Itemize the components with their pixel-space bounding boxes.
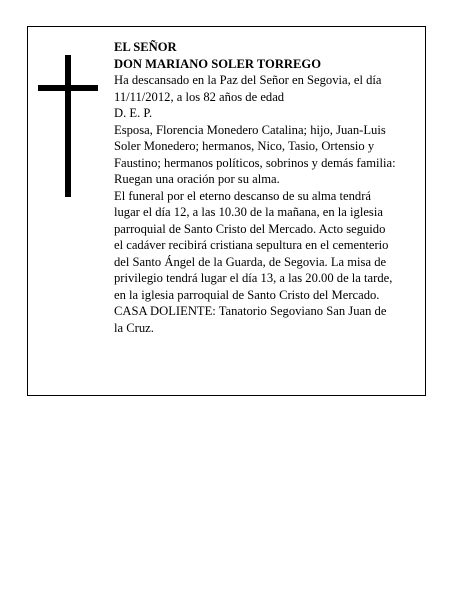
text-line: del Santo Ángel de la Guarda, de Segovia. La misa de [114, 254, 387, 269]
heading-title: EL SEÑOR [114, 40, 177, 54]
text-line: Soler Monedero; hermanos, Nico, Tasio, Ortensio y [114, 139, 375, 153]
text-line: parroquial de Santo Cristo del Mercado. Acto seguido [114, 221, 386, 236]
text-line: Ruegan una oración por su alma. [114, 172, 280, 186]
cross-icon [38, 55, 98, 197]
heading-name: DON MARIANO SOLER TORREGO [114, 56, 322, 71]
text-line: Faustino; hermanos políticos, sobrinos y demás familia: [114, 155, 396, 170]
text-line: en la iglesia parroquial de Santo Cristo del Mercado. [114, 287, 380, 302]
text-line: 11/11/2012, a los 82 años de edad [114, 89, 285, 104]
text-line: lugar el día 12, a las 10.30 de la mañana, en la iglesia [114, 205, 383, 219]
text-line: D. E. P. [114, 106, 153, 120]
text-line: la Cruz. [114, 320, 154, 335]
text-line: El funeral por el eterno descanso de su alma tendrá [114, 188, 372, 203]
cross-horizontal-bar [38, 85, 98, 91]
text-line: Ha descansado en la Paz del Señor en Segovia, el día [114, 73, 382, 87]
obituary-notice [27, 26, 426, 396]
notice-text [114, 39, 422, 336]
text-line: Esposa, Florencia Monedero Catalina; hijo, Juan-Luis [114, 122, 386, 137]
text-line: privilegio tendrá lugar el día 13, a las 20.00 de la tarde, [114, 271, 393, 285]
text-line: CASA DOLIENTE: Tanatorio Segoviano San Juan de [114, 304, 387, 318]
text-line: el cadáver recibirá cristiana sepultura en el cementerio [114, 238, 389, 252]
cross-vertical-bar [65, 55, 71, 197]
